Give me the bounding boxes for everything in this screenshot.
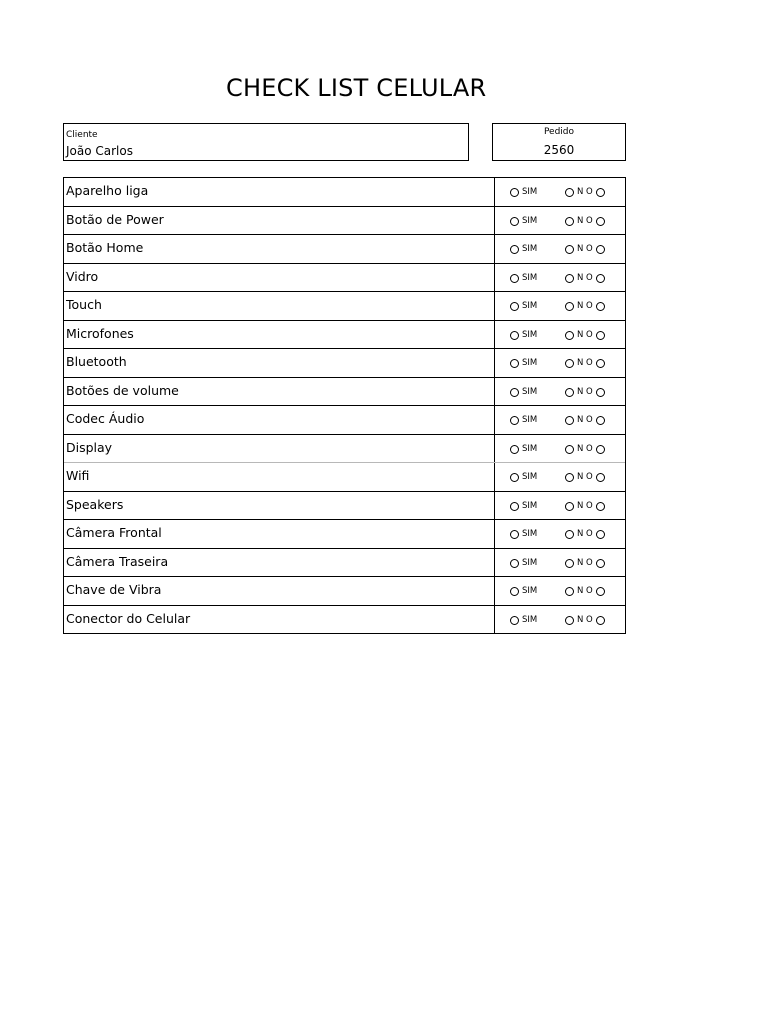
nao-label: N O [577, 415, 593, 425]
radio-circle-icon[interactable] [596, 331, 605, 340]
page-title: CHECK LIST CELULAR [226, 74, 487, 102]
sim-radio-option[interactable] [510, 217, 540, 226]
pedido-label: Pedido [543, 127, 575, 137]
radio-circle-icon[interactable] [510, 274, 519, 283]
sim-radio-option[interactable] [510, 274, 540, 283]
checklist-item-label: Câmera Frontal [66, 525, 162, 540]
nao-label: N O [577, 301, 593, 311]
pedido-value: 2560 [543, 143, 575, 157]
nao-radio-option[interactable] [565, 274, 605, 283]
sim-radio-option[interactable] [510, 302, 540, 311]
radio-circle-icon[interactable] [565, 587, 574, 596]
nao-label: N O [577, 529, 593, 539]
nao-label: N O [577, 472, 593, 482]
sim-label: SIM [522, 301, 538, 311]
checklist-options [494, 492, 625, 520]
checklist-options [494, 463, 625, 491]
nao-radio-option[interactable] [565, 331, 605, 340]
checklist-row [64, 378, 625, 407]
checklist-options [494, 178, 625, 206]
radio-circle-icon[interactable] [596, 587, 605, 596]
sim-radio-option[interactable] [510, 445, 540, 454]
checklist-row [64, 520, 625, 549]
radio-circle-icon[interactable] [596, 274, 605, 283]
radio-circle-icon[interactable] [565, 416, 574, 425]
nao-radio-option[interactable] [565, 445, 605, 454]
nao-radio-option[interactable] [565, 530, 605, 539]
sim-label: SIM [522, 557, 538, 568]
checklist-options [494, 606, 625, 634]
nao-label: N O [577, 358, 593, 368]
radio-circle-icon[interactable] [510, 473, 519, 482]
sim-label: SIM [522, 329, 538, 340]
checklist-row [64, 178, 625, 207]
checklist-item-label: Bluetooth [66, 354, 127, 369]
sim-radio-option[interactable] [510, 559, 540, 568]
checklist-item-label: Wifi [66, 468, 90, 483]
sim-label: SIM [522, 443, 538, 454]
radio-circle-icon[interactable] [596, 445, 605, 454]
checklist-row [64, 577, 625, 606]
radio-circle-icon[interactable] [596, 359, 605, 368]
radio-circle-icon[interactable] [510, 587, 519, 596]
nao-radio-option[interactable] [565, 217, 605, 226]
radio-circle-icon[interactable] [565, 616, 574, 625]
checklist-item-label: Touch [66, 297, 102, 312]
nao-label: N O [577, 244, 593, 254]
checklist-row [64, 435, 625, 464]
checklist-row [64, 321, 625, 350]
checklist-row [64, 349, 625, 378]
checklist-item-label: Botões de volume [66, 382, 179, 398]
checklist-row [64, 264, 625, 293]
nao-label: N O [577, 272, 593, 283]
nao-label: N O [577, 329, 593, 340]
radio-circle-icon[interactable] [596, 473, 605, 482]
nao-label: N O [577, 187, 593, 197]
checklist-item-label: Chave de Vibra [66, 582, 162, 597]
radio-circle-icon[interactable] [565, 274, 574, 283]
checklist-item-label: Conector do Celular [66, 610, 191, 626]
cliente-label: Cliente [66, 130, 98, 140]
checklist-options [494, 520, 625, 548]
checklist-item-label: Speakers [66, 496, 124, 512]
checklist-options [494, 235, 625, 263]
radio-circle-icon[interactable] [596, 388, 605, 397]
radio-circle-icon[interactable] [565, 388, 574, 397]
sim-radio-option[interactable] [510, 587, 540, 596]
radio-circle-icon[interactable] [596, 188, 605, 197]
sim-label: SIM [522, 614, 538, 625]
radio-circle-icon[interactable] [510, 559, 519, 568]
radio-circle-icon[interactable] [596, 245, 605, 254]
checklist-item-label: Botão de Power [66, 211, 164, 227]
radio-circle-icon[interactable] [596, 217, 605, 226]
checklist-options [494, 577, 625, 605]
pedido-field[interactable] [492, 123, 626, 161]
nao-label: N O [577, 386, 593, 397]
checklist-item-label: Vidro [66, 268, 99, 284]
sim-radio-option[interactable] [510, 416, 540, 425]
sim-radio-option[interactable] [510, 616, 540, 625]
radio-circle-icon[interactable] [565, 502, 574, 511]
nao-radio-option[interactable] [565, 416, 605, 425]
sim-radio-option[interactable] [510, 473, 540, 482]
radio-circle-icon[interactable] [596, 559, 605, 568]
checklist-row [64, 207, 625, 236]
nao-label: N O [577, 614, 593, 625]
nao-label: N O [577, 215, 593, 226]
checklist-item-label: Aparelho liga [66, 183, 149, 198]
sim-label: SIM [522, 586, 538, 596]
radio-circle-icon[interactable] [596, 302, 605, 311]
nao-label: N O [577, 557, 593, 568]
checklist-item-label: Câmera Traseira [66, 553, 169, 569]
radio-circle-icon[interactable] [596, 416, 605, 425]
radio-circle-icon[interactable] [510, 416, 519, 425]
sim-label: SIM [522, 244, 538, 254]
sim-radio-option[interactable] [510, 388, 540, 397]
radio-circle-icon[interactable] [565, 445, 574, 454]
radio-circle-icon[interactable] [565, 559, 574, 568]
checklist-row [64, 292, 625, 321]
radio-circle-icon[interactable] [510, 616, 519, 625]
sim-radio-option[interactable] [510, 359, 540, 368]
checklist-options [494, 207, 625, 235]
checklist-options [494, 349, 625, 377]
nao-radio-option[interactable] [565, 559, 605, 568]
nao-label: N O [577, 500, 593, 511]
radio-circle-icon[interactable] [596, 502, 605, 511]
checklist-item-label: Codec Áudio [66, 411, 145, 426]
nao-radio-option[interactable] [565, 502, 605, 511]
radio-circle-icon[interactable] [510, 188, 519, 197]
checklist-table [63, 177, 626, 634]
sim-label: SIM [522, 500, 538, 511]
radio-circle-icon[interactable] [510, 530, 519, 539]
radio-circle-icon[interactable] [565, 359, 574, 368]
checklist-item-label: Botão Home [66, 240, 144, 255]
nao-label: N O [577, 586, 593, 596]
radio-circle-icon[interactable] [596, 530, 605, 539]
nao-radio-option[interactable] [565, 188, 605, 197]
checklist-row [64, 549, 625, 578]
radio-circle-icon[interactable] [565, 473, 574, 482]
sim-label: SIM [522, 529, 538, 539]
sim-label: SIM [522, 386, 538, 397]
sim-label: SIM [522, 187, 538, 197]
sim-label: SIM [522, 215, 538, 226]
radio-circle-icon[interactable] [565, 217, 574, 226]
sim-label: SIM [522, 272, 538, 283]
sim-label: SIM [522, 358, 538, 368]
radio-circle-icon[interactable] [510, 245, 519, 254]
nao-radio-option[interactable] [565, 302, 605, 311]
nao-radio-option[interactable] [565, 245, 605, 254]
radio-circle-icon[interactable] [510, 217, 519, 226]
nao-label: N O [577, 443, 593, 454]
checklist-options [494, 264, 625, 292]
radio-circle-icon[interactable] [510, 359, 519, 368]
sim-radio-option[interactable] [510, 188, 540, 197]
cliente-value: João Carlos [66, 144, 133, 158]
cliente-field[interactable] [63, 123, 469, 161]
radio-circle-icon[interactable] [565, 302, 574, 311]
radio-circle-icon[interactable] [596, 616, 605, 625]
sim-radio-option[interactable] [510, 502, 540, 511]
radio-circle-icon[interactable] [510, 331, 519, 340]
nao-radio-option[interactable] [565, 473, 605, 482]
radio-circle-icon[interactable] [510, 502, 519, 511]
sim-label: SIM [522, 472, 538, 482]
checklist-options [494, 549, 625, 577]
checklist-options [494, 321, 625, 349]
checklist-row [64, 406, 625, 435]
radio-circle-icon[interactable] [565, 331, 574, 340]
checklist-options [494, 406, 625, 434]
checklist-row [64, 463, 625, 492]
nao-radio-option[interactable] [565, 359, 605, 368]
radio-circle-icon[interactable] [510, 388, 519, 397]
sim-radio-option[interactable] [510, 530, 540, 539]
checklist-item-label: Display [66, 439, 113, 455]
sim-radio-option[interactable] [510, 331, 540, 340]
sim-radio-option[interactable] [510, 245, 540, 254]
checklist-options [494, 435, 625, 463]
nao-radio-option[interactable] [565, 616, 605, 625]
sim-label: SIM [522, 415, 538, 425]
checklist-row [64, 492, 625, 521]
checklist-options [494, 378, 625, 406]
nao-radio-option[interactable] [565, 388, 605, 397]
radio-circle-icon[interactable] [510, 302, 519, 311]
radio-circle-icon[interactable] [565, 530, 574, 539]
radio-circle-icon[interactable] [565, 188, 574, 197]
checklist-row [64, 606, 625, 635]
checklist-options [494, 292, 625, 320]
nao-radio-option[interactable] [565, 587, 605, 596]
checklist-row [64, 235, 625, 264]
radio-circle-icon[interactable] [510, 445, 519, 454]
radio-circle-icon[interactable] [565, 245, 574, 254]
checklist-item-label: Microfones [66, 325, 134, 341]
